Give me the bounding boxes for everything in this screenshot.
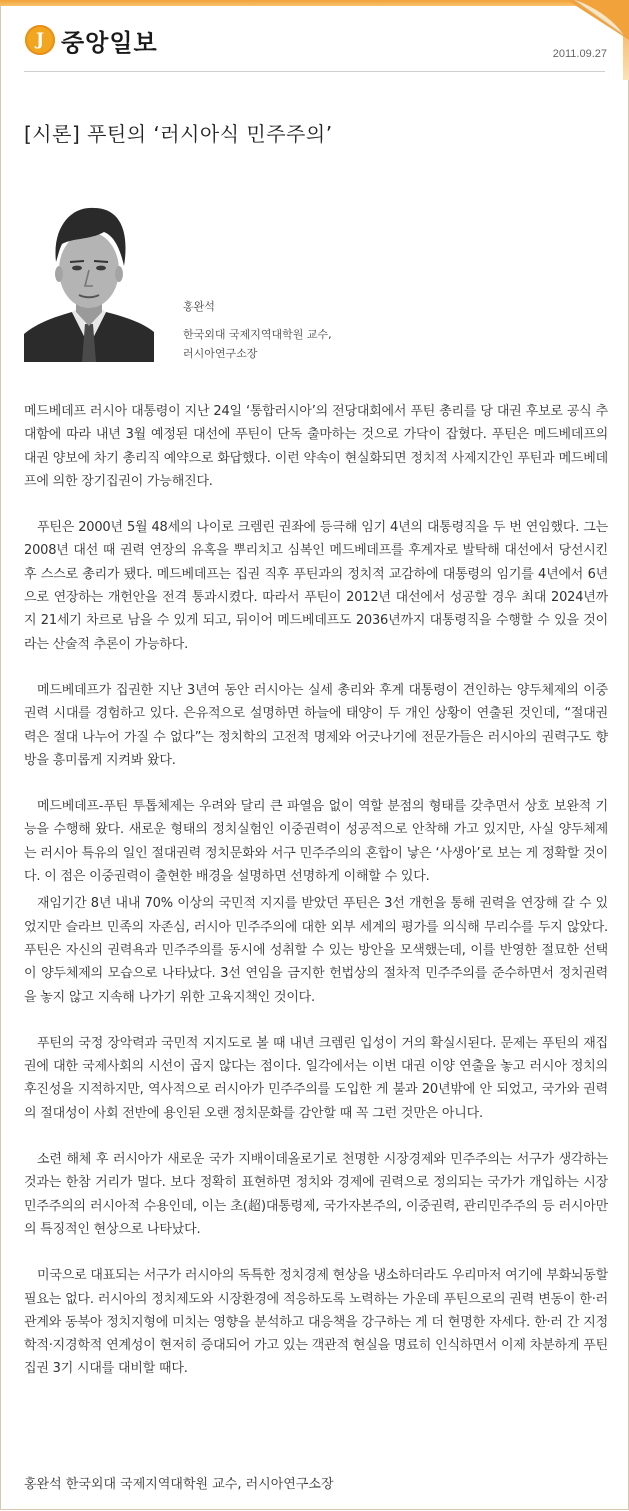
author-photo	[24, 196, 154, 362]
page-curl-icon	[567, 0, 629, 40]
author-name: 홍완석	[183, 300, 215, 313]
article-paragraph: 메드베데프-푸틴 투톱체제는 우려와 달리 큰 파열음 없이 역할 분점의 형태를 갖추면서 상호 보완적 기능을 수행해 왔다. 새로운 형태의 정치실험인 이중권력이 성공적으로 안착해 가고 있지만, 사실 양두체제는 러시아 특유의 일인 절대권력 정치문화와 서구 민주주의의 혼합이 낳은 ‘사생아’로 보는 게 정확할 것이다. 이 점은 이중권력이 출현한 배경을 설명하면 선명하게 이해할 수 있다.	[24, 799, 608, 885]
logo-mark-icon: J	[25, 25, 55, 55]
article-paragraph: 푸틴의 국정 장악력과 국민적 지지도로 볼 때 내년 크렘린 입성이 거의 확실시된다. 문제는 푸틴의 재집권에 대한 국제사회의 시선이 곱지 않다는 점이다. 일각에서는 이번 대권 이양 연출을 놓고 러시아 정치의 후진성을 지적하지만, 역사적으로 러시아가 민주주의를 도입한 게 불과 20년밖에 안 되었고, 국가와 권력의 절대성이 사회 전반에 용인된 오랜 정치문화를 감안할 때 꼭 그런 것만은 아니다.	[24, 1035, 608, 1121]
logo-text: 중앙일보	[61, 28, 158, 57]
author-title-line2: 러시아연구소장	[183, 347, 258, 360]
article-paragraph: 푸틴은 2000년 5월 48세의 나이로 크렘린 권좌에 등극해 임기 4년의 대통령직을 두 번 연임했다. 그는 2008년 대선 때 권력 연장의 유혹을 뿌리치고 심복인 메드베데프를 후계자로 발탁해 대선에서 당선시킨 후 스스로 총리가 됐다. 메드베데프는 집권 직후 푸틴과의 정치적 교감하에 대통령의 임기를 4년에서 6년으로 연장하는 개헌안을 전격 통과시켰다. 따라서 푸틴이 2012년 대선에서 성공할 경우 최대 2024년까지 21세기 차르로 남을 수 있게 되고, 뒤이어 메드베데프도 2036년까지 대통령직을 수행할 수 있을 것이라는 산술적 추론이 가능하다.	[24, 520, 608, 652]
author-title-line1: 한국외대 국제지역대학원 교수,	[183, 328, 332, 341]
header-divider	[24, 71, 605, 72]
article-paragraph: 메드베데프 러시아 대통령이 지난 24일 ‘통합러시아’의 전당대회에서 푸틴 총리를 당 대권 후보로 공식 추대함에 따라 내년 3월 예정된 대선에 푸틴이 단독 출마하는 것으로 가닥이 잡혔다. 푸틴은 메드베데프의 대권 양보에 차기 총리직 예약으로 화답했다. 이런 약속이 현실화되면 정치적 사제지간인 푸틴과 메드베데프에 의한 장기집권이 가능해진다.	[24, 404, 608, 489]
article-body	[24, 400, 608, 1381]
article-paragraph: 재임기간 8년 내내 70% 이상의 국민적 지지를 받았던 푸틴은 3선 개헌을 통해 권력을 연장해 갈 수 있었지만 슬라브 민족의 자존심, 러시아 민주주의에 대한 외부 세계의 평가를 의식해 무리수를 두지 않았다. 푸틴은 자신의 권력욕과 민주주의를 동시에 성취할 수 있는 방안을 모색했는데, 이를 반영한 절묘한 선택이 양두체제의 모습으로 나타났다. 3선 연임을 금지한 헌법상의 절차적 민주주의를 준수하면서 정치권력을 놓지 않고 지속해 나가기 위한 고육지책인 것이다.	[24, 896, 608, 1005]
article-headline: [시론] 푸틴의 ‘러시아식 민주주의’	[24, 122, 333, 146]
publish-date: 2011.09.27	[552, 48, 607, 60]
article-paragraph: 미국으로 대표되는 서구가 러시아의 독특한 정치경제 현상을 냉소하더라도 우리마저 여기에 부화뇌동할 필요는 없다. 러시아의 정치제도와 시장환경에 적응하도록 노력하는 가운데 푸틴으로의 권력 변동이 한·러 관계와 동북아 정치지형에 미치는 영향을 분석하고 대응책을 강구하는 게 더 현명한 자세다. 한·러 간 지정학적·지경학적 연계성이 현저히 증대되어 가고 있는 객관적 현실을 명료히 인식하면서 이제 차분하게 푸틴 집권 3기 시대를 대비할 때다.	[24, 1268, 608, 1377]
author-signature: 홍완석 한국외대 국제지역대학원 교수, 러시아연구소장	[24, 1477, 334, 1492]
logo[interactable]	[25, 23, 158, 57]
article-paragraph: 소련 해체 후 러시아가 새로운 국가 지배이데올로기로 천명한 시장경제와 민주주의는 서구가 생각하는 것과는 한참 거리가 멀다. 보다 정확히 표현하면 정치와 경제에 권력으로 정의되는 국가가 개입하는 시장민주주의의 러시아적 수용인데, 이는 초(超)대통령제, 국가자본주의, 이중권력, 관리민주주의 등 러시아만의 특징적인 현상으로 나타났다.	[24, 1152, 608, 1237]
top-accent-bar	[0, 0, 629, 6]
article-paragraph: 메드베데프가 집권한 지난 3년여 동안 러시아는 실세 총리와 후계 대통령이 견인하는 양두체제의 이중권력 시대를 경험하고 있다. 은유적으로 설명하면 하늘에 태양이 두 개인 상황이 연출된 것인데, “절대권력은 절대 나누어 가질 수 없다”는 정치학의 고전적 명제와 어긋나기에 전문가들은 러시아의 권력구도 향방을 흥미롭게 지켜봐 왔다.	[24, 682, 608, 768]
